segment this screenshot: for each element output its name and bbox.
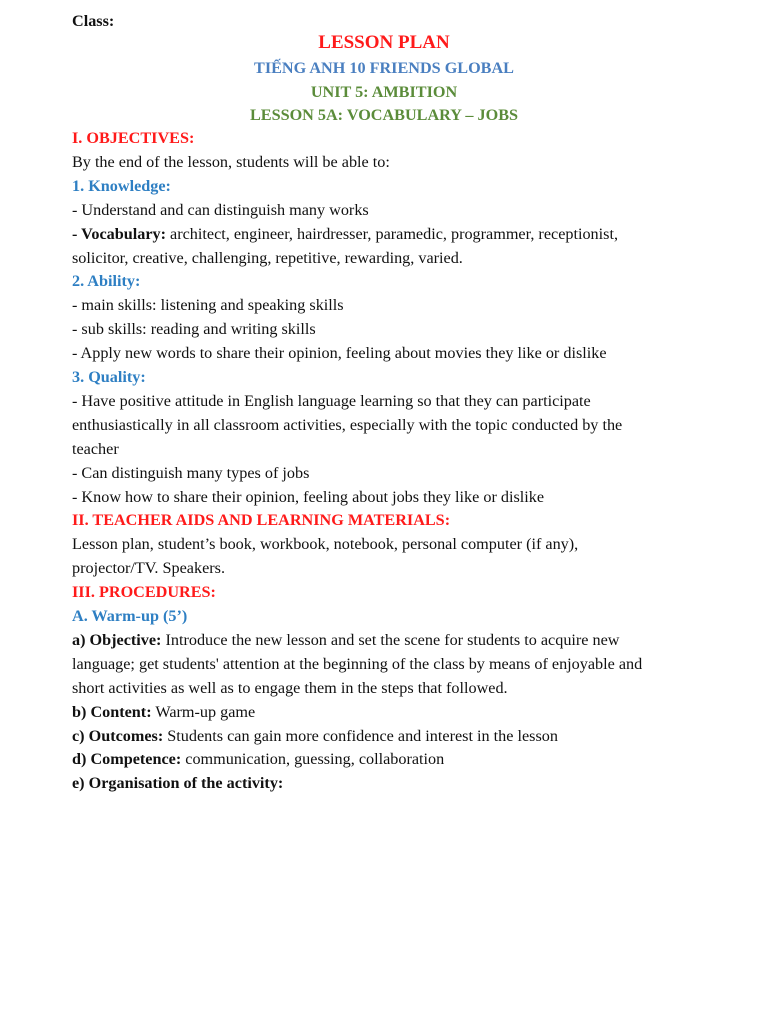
vocabulary-words: architect, engineer, hairdresser, paramedic, programmer, receptionist, [166,225,618,243]
aids-line: Lesson plan, student’s book, workbook, notebook, personal computer (if any), [72,535,579,553]
knowledge-heading: 1. Knowledge: [72,177,171,195]
competence-line [72,749,444,769]
outcomes-line [72,726,558,746]
ability-heading: 2. Ability: [72,272,141,290]
knowledge-line: - Understand and can distinguish many works [72,201,369,219]
class-label: Class: [72,12,115,30]
vocabulary-words-continued: solicitor, creative, challenging, repetitive, rewarding, varied. [72,249,463,267]
quality-line: - Can distinguish many types of jobs [72,464,310,482]
aids-line: projector/TV. Speakers. [72,559,225,577]
objective-text-continued: language; get students' attention at the beginning of the class by means of enjoyable and [72,655,643,673]
objectives-intro: By the end of the lesson, students will be able to: [72,153,390,171]
objective-text: Introduce the new lesson and set the scene for students to acquire new [161,631,620,649]
quality-line: - Have positive attitude in English language learning so that they can participate [72,392,591,410]
page-title: LESSON PLAN [318,32,450,53]
unit-subtitle: UNIT 5: AMBITION [310,83,458,101]
objective-line [72,630,620,650]
warmup-heading: A. Warm-up (5’) [72,607,188,625]
organisation-label: e) Organisation of the activity: [72,774,284,792]
competence-text: communication, guessing, collaboration [181,750,445,768]
vocabulary-line [72,224,618,244]
vocabulary-label: - Vocabulary: [72,225,166,243]
objectives-heading: I. OBJECTIVES: [72,129,195,147]
quality-line: enthusiastically in all classroom activities, especially with the topic conducted by the [72,416,623,434]
ability-line: - Apply new words to share their opinion, feeling about movies they like or dislike [72,344,607,362]
content-label: b) Content: [72,703,152,721]
quality-line: - Know how to share their opinion, feeling about jobs they like or dislike [72,488,545,506]
objective-text-continued: short activities as well as to engage them in the steps that followed. [72,679,508,697]
ability-line: - sub skills: reading and writing skills [72,320,316,338]
competence-label: d) Competence: [72,750,182,768]
outcomes-label: c) Outcomes: [72,727,164,745]
aids-heading: II. TEACHER AIDS AND LEARNING MATERIALS: [72,511,451,529]
objective-label: a) Objective: [72,631,162,649]
quality-line: teacher [72,440,119,458]
procedures-heading: III. PROCEDURES: [72,583,216,601]
ability-line: - main skills: listening and speaking skills [72,296,344,314]
quality-heading: 3. Quality: [72,368,146,386]
content-text: Warm-up game [151,703,256,721]
book-subtitle: TIẾNG ANH 10 FRIENDS GLOBAL [254,59,514,77]
outcomes-text: Students can gain more confidence and interest in the lesson [163,727,558,745]
content-line [72,702,255,722]
lesson-subtitle: LESSON 5A: VOCABULARY – JOBS [249,106,519,124]
